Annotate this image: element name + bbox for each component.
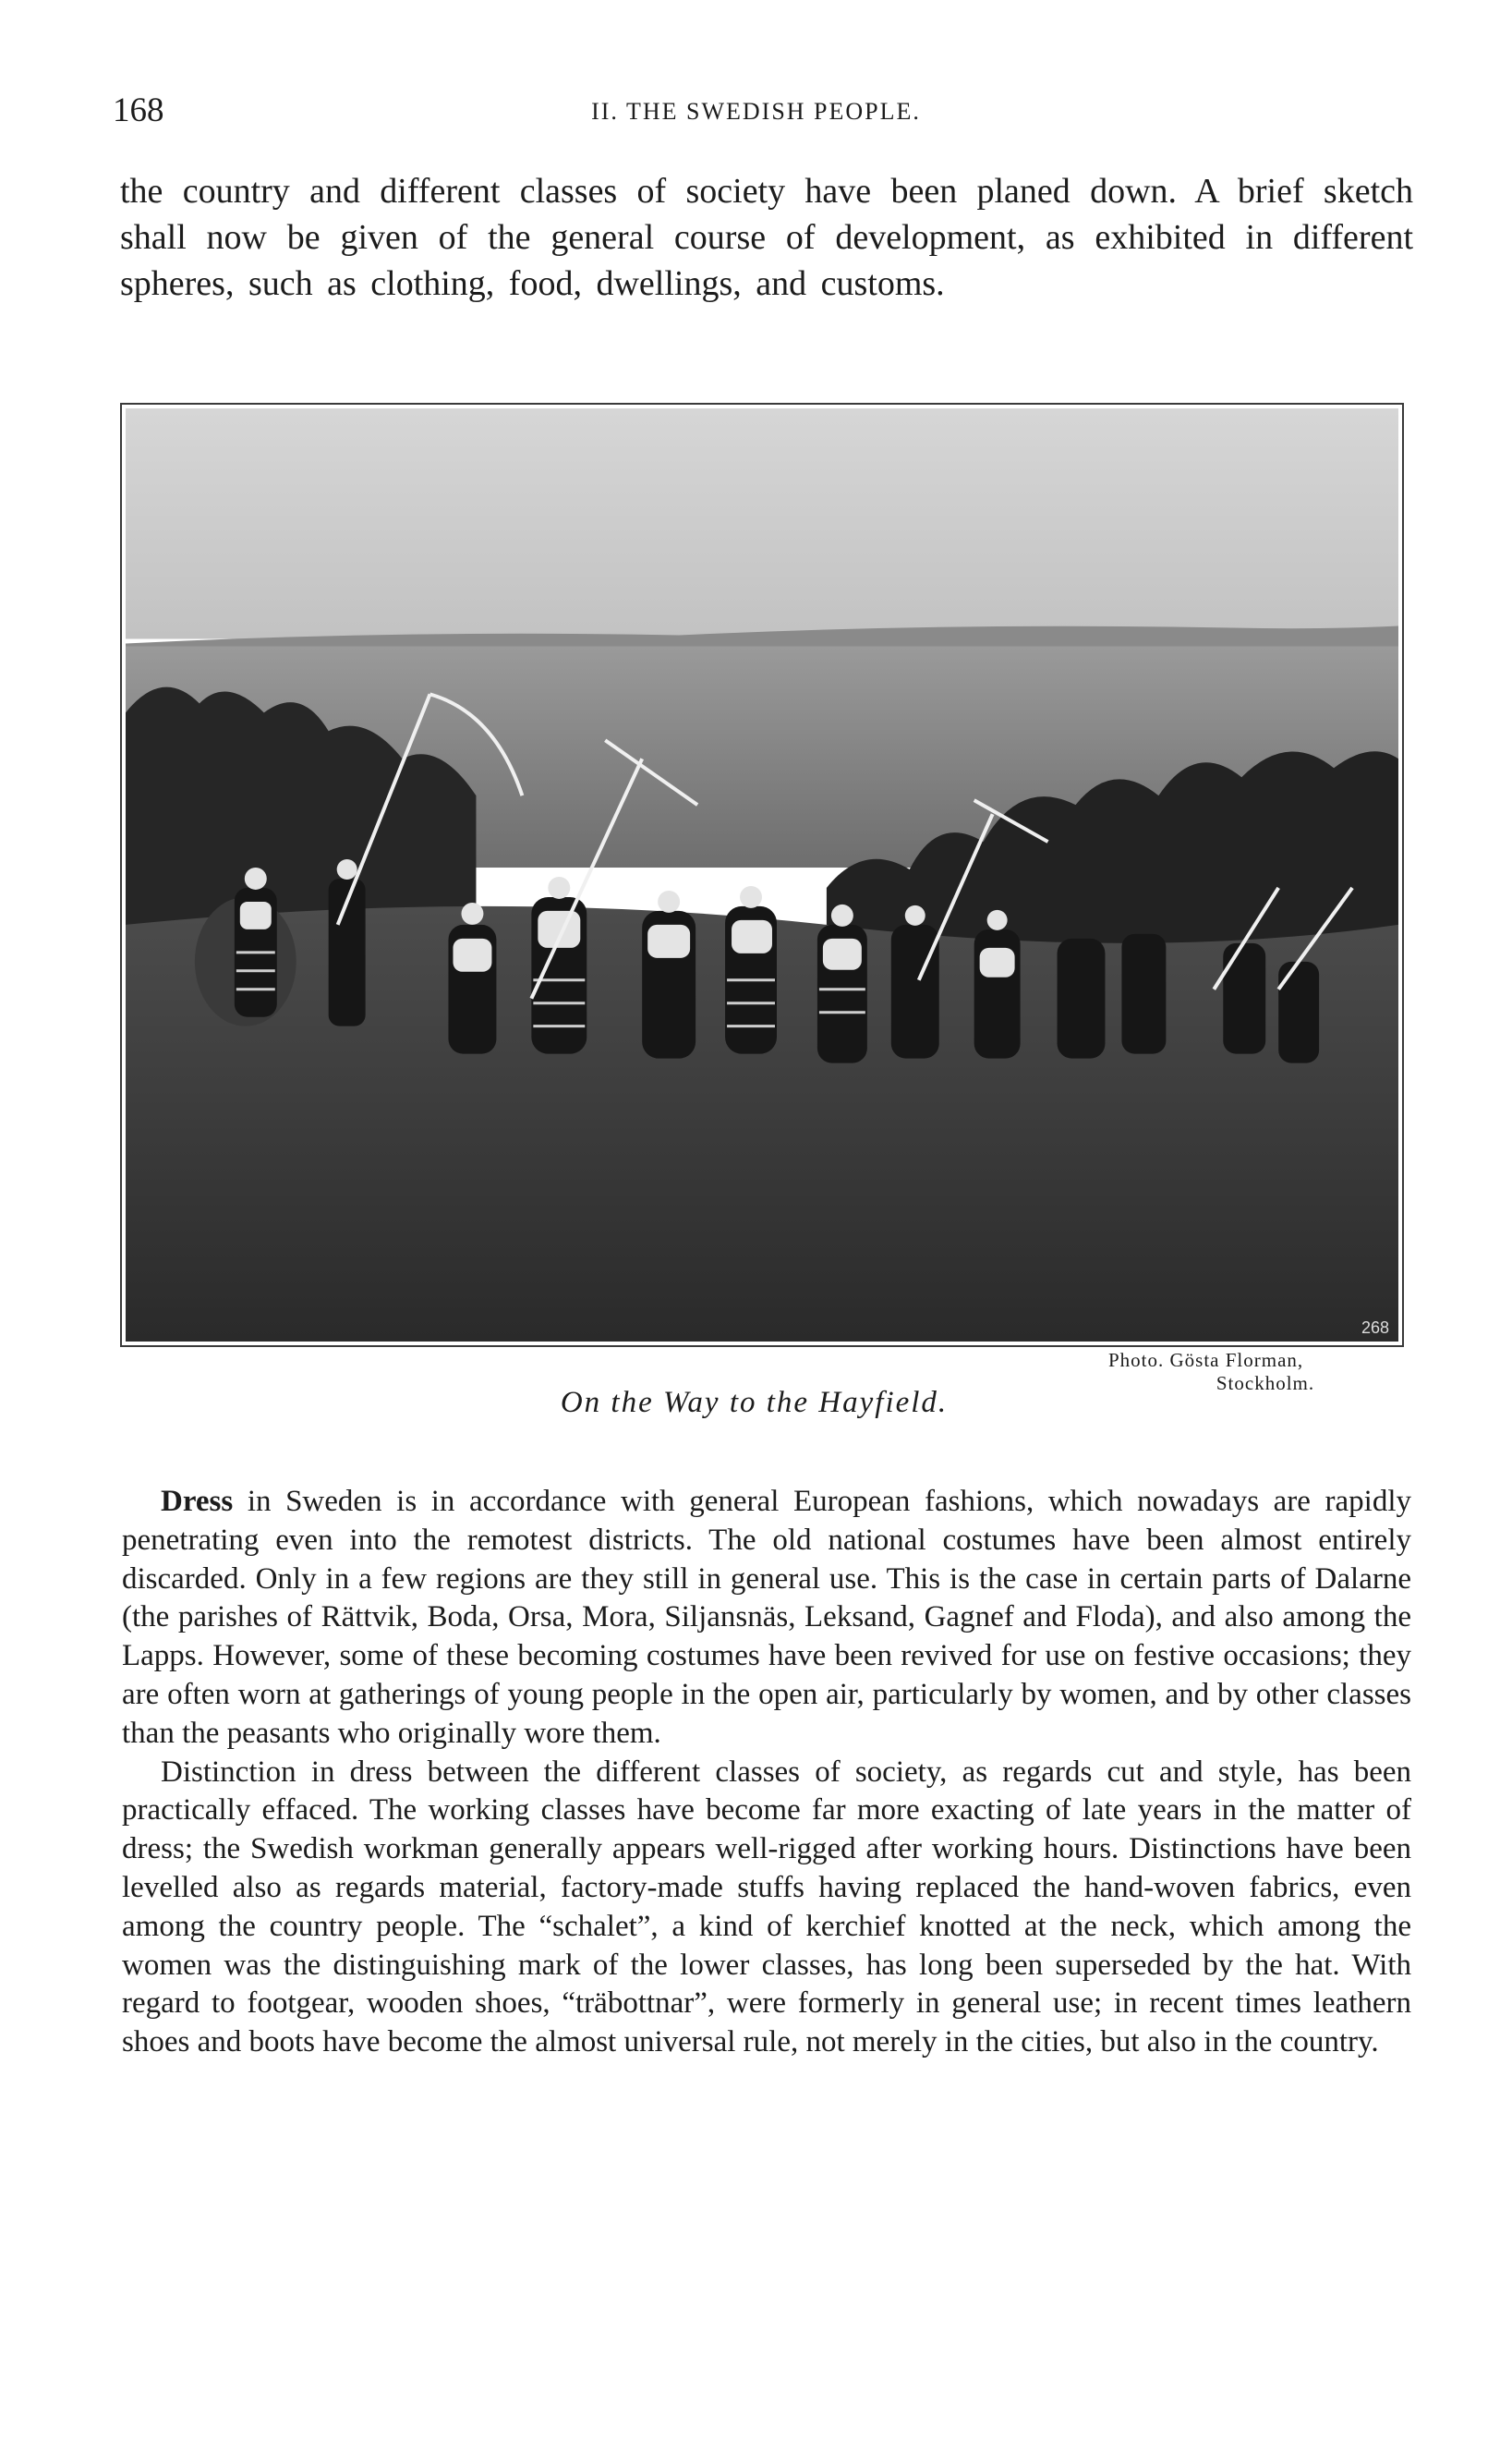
photo-credit-line2: Stockholm. [1216, 1372, 1315, 1394]
hayfield-photo-image [126, 408, 1398, 1342]
paragraph-dress [122, 1483, 1411, 1754]
paragraph-distinction: Distinction in dress between the different classes of society, as regards cut and style, has been practically effaced. The working classes have become far more exacting of late years in the matter of dress; the Swedish workman generally appears well-rigged after working hours. Distinctions have been levelled also as regards material, factory-made stuffs having replaced the hand-woven fabrics, even among the country people. The “schalet”, a kind of kerchief knotted at the neck, which among the women was the distinguishing mark of the lower classes, has long been superseded by the hat. With regard to footgear, wooden shoes, “träbottnar”, were formerly in general use; in recent times leathern shoes and boots have become the almost universal rule, not merely in the cities, but also in the country. [122, 1755, 1411, 2059]
running-head: II. THE SWEDISH PEOPLE. [591, 98, 921, 125]
intro-paragraph: the country and different classes of society have been planed down. A brief sketch shall now be given of the general course of development, as exhibited in different spheres, such as clothing, food, dwellings, and customs. [120, 172, 1413, 303]
figure-caption [0, 1386, 1512, 1420]
photo-credit-line1: Photo. Gösta Florman, [1108, 1349, 1304, 1371]
paragraph-dress-text: in Sweden is in accordance with general European fashions, which nowadays are rapidly penetrating even into the remotest districts. The old national costumes have been almost entirely discarded. Only in a few regions are they still in general use. This is the case in certain parts of Dalarne (the parishes of Rättvik, Boda, Orsa, Mora, Siljansnäs, Leksand, Gagnef and Floda), and also among the Lapps. However, some of these becoming costumes have been revived for use on festive occasions; they are often worn at gatherings of young people in the open air, particularly by women, and by other classes than the peasants who originally wore them. [122, 1485, 1411, 1750]
photograph-hayfield [120, 403, 1404, 1347]
figure-caption-text: On the Way to the Hayfield. [560, 1386, 949, 1419]
photo-number: 268 [1361, 1318, 1389, 1337]
paragraph-lead-word: Dress [161, 1485, 234, 1518]
page-number: 168 [113, 91, 164, 129]
body-text [122, 1483, 1411, 2062]
